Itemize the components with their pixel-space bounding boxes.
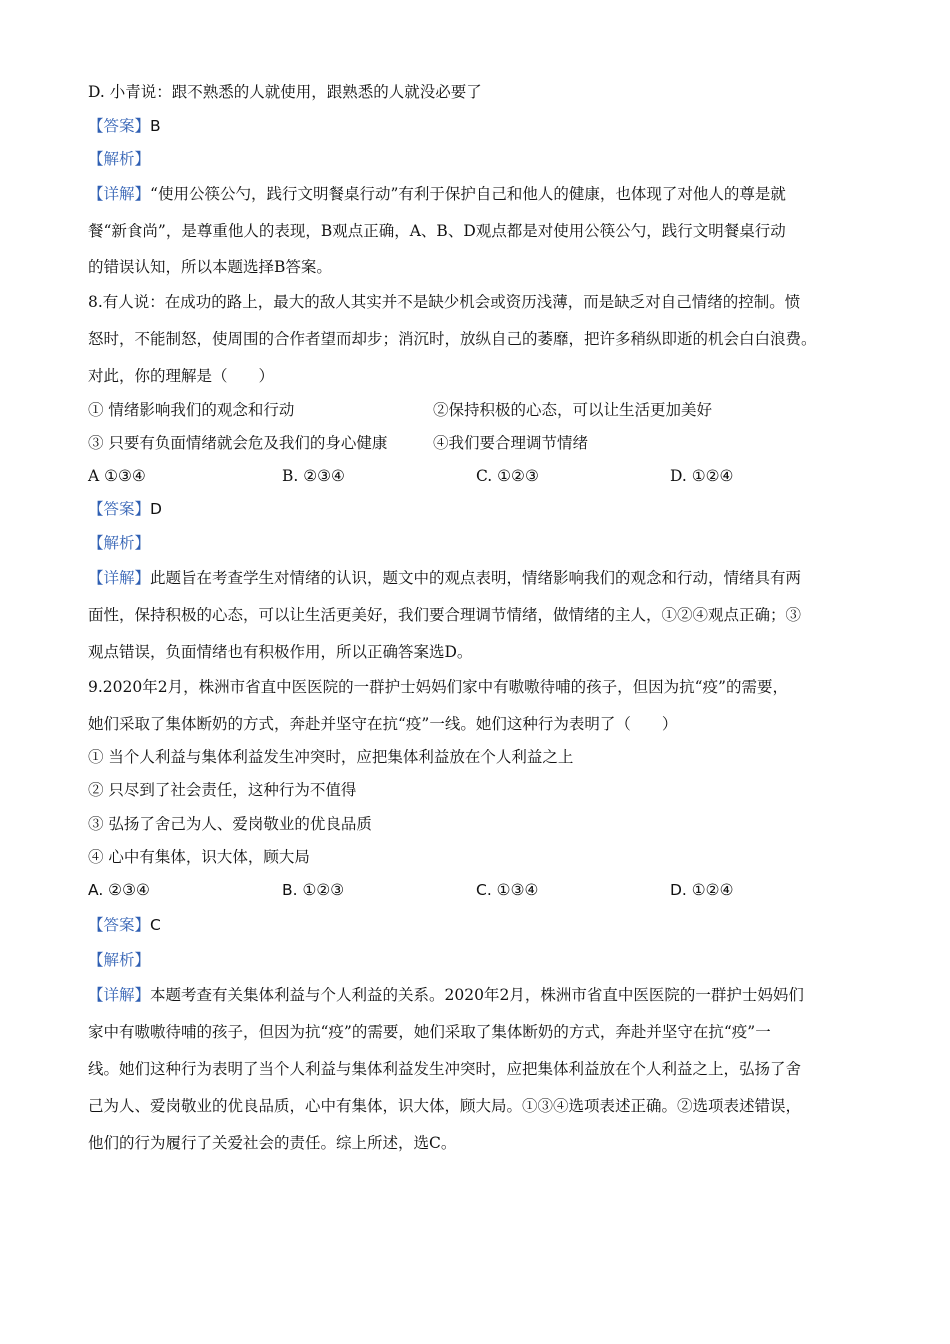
q9-stem-line: 9.2020年2月，株洲市省直中医医院的一群护士妈妈们家中有嗷嗷待哺的孩子，但因为抗“疫”的需要， [88,678,788,696]
q9-statement: ① 当个人利益与集体利益发生冲突时，应把集体利益放在个人利益之上 [88,748,574,766]
q8-stem-line: 对此，你的理解是（ ） [88,367,275,385]
q9-statement: ④ 心中有集体，识大体，顾大局 [88,848,310,866]
q9-choice: B. ①②③ [282,881,345,899]
answer-value: B [150,117,161,135]
q8-detail-line: 观点错误，负面情绪也有积极作用，所以正确答案选D。 [88,643,473,661]
q7-detail-line: 的错误认知，所以本题选择B答案。 [88,258,332,276]
answer-label: 【答案】 [88,117,151,135]
q7-detail-line [88,184,786,204]
detail-text: 本题考查有关集体利益与个人利益的关系。2020年2月，株洲市省直中医医院的一群护士妈妈们 [150,986,804,1004]
q8-stem-line: 8.有人说：在成功的路上，最大的敌人其实并不是缺少机会或资历浅薄，而是缺乏对自己情绪的控制。愤 [88,293,801,311]
q9-statement: ② 只尽到了社会责任，这种行为不值得 [88,781,357,799]
q9-choice: C. ①③④ [476,881,539,899]
q8-detail-line [88,568,801,588]
q8-choice: B. ②③④ [282,467,345,485]
answer-value: C [150,916,161,934]
q9-choice: D. ①②④ [670,881,734,899]
q8-choice: D. ①②④ [670,467,734,485]
q9-detail-line [88,985,804,1005]
q9-answer [88,915,161,935]
q8-choice: A ①③④ [88,467,146,485]
q9-detail-line: 己为人、爱岗敬业的优良品质，心中有集体，识大体，顾大局。①③④选项表述正确。②选项表述错误， [88,1097,802,1115]
q8-stem-line: 怒时，不能制怒，使周围的合作者望而却步；消沉时，放纵自己的萎靡，把许多稍纵即逝的机会白白浪费。 [88,330,817,348]
answer-value: D [150,500,162,518]
detail-text: “使用公筷公勺，践行文明餐桌行动”有利于保护自己和他人的健康，也体现了对他人的尊是就 [150,185,786,203]
answer-label: 【答案】 [88,916,151,934]
detail-label: 【详解】 [88,986,151,1004]
q8-statement: ②保持积极的心态，可以让生活更加美好 [433,401,713,419]
q8-statement: ③ 只要有负面情绪就会危及我们的身心健康 [88,434,388,452]
q7-detail-line: 餐“新食尚”，是尊重他人的表现，B观点正确，A、B、D观点都是对使用公筷公勺，践行文明餐桌行动 [88,222,786,240]
detail-label: 【详解】 [88,569,151,587]
q8-answer [88,499,162,519]
q9-statement: ③ 弘扬了舍己为人、爱岗敬业的优良品质 [88,815,372,833]
detail-label: 【详解】 [88,185,151,203]
q7-option-d: D. 小青说：跟不熟悉的人就使用，跟熟悉的人就没必要了 [88,83,482,101]
q9-detail-line: 家中有嗷嗷待哺的孩子，但因为抗“疫”的需要，她们采取了集体断奶的方式，奔赴并坚守在抗“疫”一 [88,1023,771,1041]
q7-analysis-label: 【解析】 [88,150,151,168]
q8-analysis-label: 【解析】 [88,534,151,552]
q9-choice: A. ②③④ [88,881,150,899]
q8-statement: ① 情绪影响我们的观念和行动 [88,401,295,419]
q8-detail-line: 面性，保持积极的心态，可以让生活更美好，我们要合理调节情绪，做情绪的主人，①②④观点正确；③ [88,606,802,624]
answer-label: 【答案】 [88,500,151,518]
q9-stem-line: 她们采取了集体断奶的方式，奔赴并坚守在抗“疫”一线。她们这种行为表明了（ ） [88,715,678,733]
q7-answer [88,116,161,136]
q9-analysis-label: 【解析】 [88,951,151,969]
q8-statement: ④我们要合理调节情绪 [433,434,589,452]
q8-choice: C. ①②③ [476,467,539,485]
detail-text: 此题旨在考查学生对情绪的认识，题文中的观点表明，情绪影响我们的观念和行动，情绪具有两 [150,569,802,587]
q9-detail-line: 他们的行为履行了关爱社会的责任。综上所述，选C。 [88,1134,457,1152]
q9-detail-line: 线。她们这种行为表明了当个人利益与集体利益发生冲突时，应把集体利益放在个人利益之上，弘扬了舍 [88,1060,802,1078]
